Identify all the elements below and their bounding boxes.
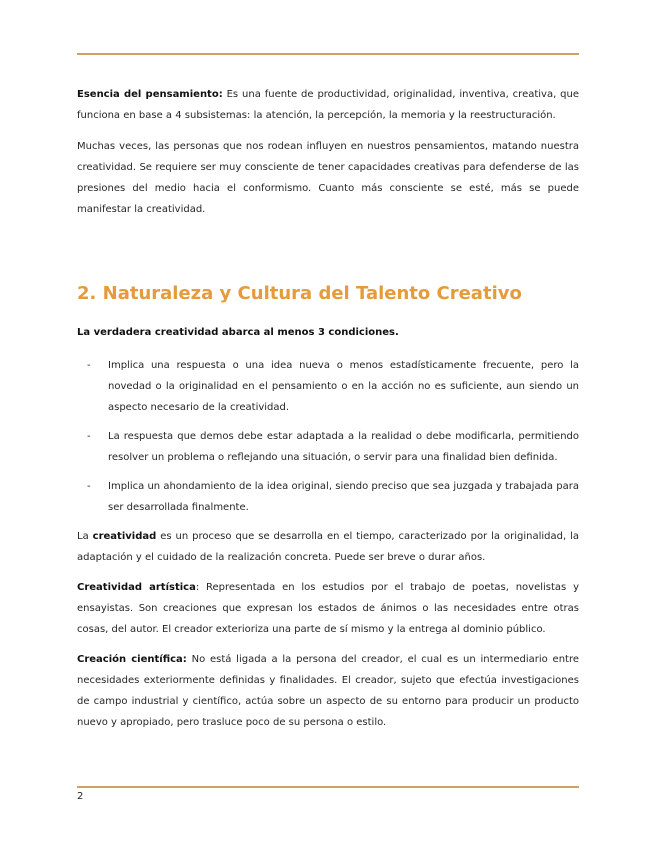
term-artistica: Creatividad artística <box>77 582 196 593</box>
section-heading: 2. Naturaleza y Cultura del Talento Creativo <box>77 283 522 304</box>
list-item-text: Implica una respuesta o una idea nueva o menos estadísticamente frecuente, pero la novedad o la originalidad en el pensamiento o en la acción no es suficiente, aun siendo un aspecto necesario de la creatividad. <box>108 360 579 413</box>
page-content <box>77 84 580 728</box>
paragraph-artistica <box>77 577 579 640</box>
list-item <box>77 355 579 418</box>
paragraph-creatividad <box>77 526 579 568</box>
term-cientifica: Creación científica: <box>77 654 187 665</box>
paragraph-esencia <box>77 84 579 126</box>
section-body <box>77 322 579 733</box>
paragraph-influencia: Muchas veces, las personas que nos rodean influyen en nuestros pensamientos, matando nuestra creatividad. Se requiere ser muy consciente de tener capacidades creativas para defenderse de las presiones del medio hacia el conformismo. Cuanto más consciente se esté, más se puede manifestar la creatividad. <box>77 141 579 215</box>
header-rule <box>77 53 579 55</box>
text-post: es un proceso que se desarrolla en el tiempo, caracterizado por la originalidad, la adaptación y el cuidado de la realización concreta. Puede ser breve o durar años. <box>77 531 579 563</box>
text-pre: La <box>77 531 93 542</box>
list-item <box>77 426 579 468</box>
paragraph-cientifica <box>77 649 579 733</box>
term-creatividad: creatividad <box>92 531 157 542</box>
paragraph-text: Es una fuente de productividad, originalidad, inventiva, creativa, que funciona en base a 4 subsistemas: la atención, la percepción, la memoria y la reestructuración. <box>77 89 580 121</box>
list-dash: - <box>87 360 91 371</box>
list-item <box>77 476 579 518</box>
subheading: La verdadera creatividad abarca al menos 3 condiciones. <box>77 327 399 338</box>
list-item-text: Implica un ahondamiento de la idea original, siendo preciso que sea juzgada y trabajada para ser desarrollada finalmente. <box>108 481 579 513</box>
footer-rule <box>77 786 579 788</box>
list-dash: - <box>87 431 91 442</box>
paragraph-text: : Representada en los estudios por el trabajo de poetas, novelistas y ensayistas. Son creaciones que expresan los estados de ánimos o las necesidades entre otras cosas, del autor. El creador exterioriza una parte de sí mismo y la entrega al dominio público. <box>77 582 579 635</box>
page-number: 2 <box>77 791 84 802</box>
conditions-list <box>77 355 579 518</box>
list-dash: - <box>87 481 91 492</box>
list-item-text: La respuesta que demos debe estar adaptada a la realidad o debe modificarla, permitiendo resolver un problema o reflejando una situación, o servir para una finalidad bien definida. <box>108 431 579 463</box>
paragraph-text: No está ligada a la persona del creador, el cual es un intermediario entre necesidades exteriormente definidas y finalidades. El creador, sujeto que efectúa investigaciones de campo industrial y científico, actúa sobre un aspecto de su entorno para producir un producto nuevo y apropiado, pero trasluce poco de su persona o estilo. <box>77 654 579 728</box>
term-esencia: Esencia del pensamiento: <box>77 89 223 100</box>
